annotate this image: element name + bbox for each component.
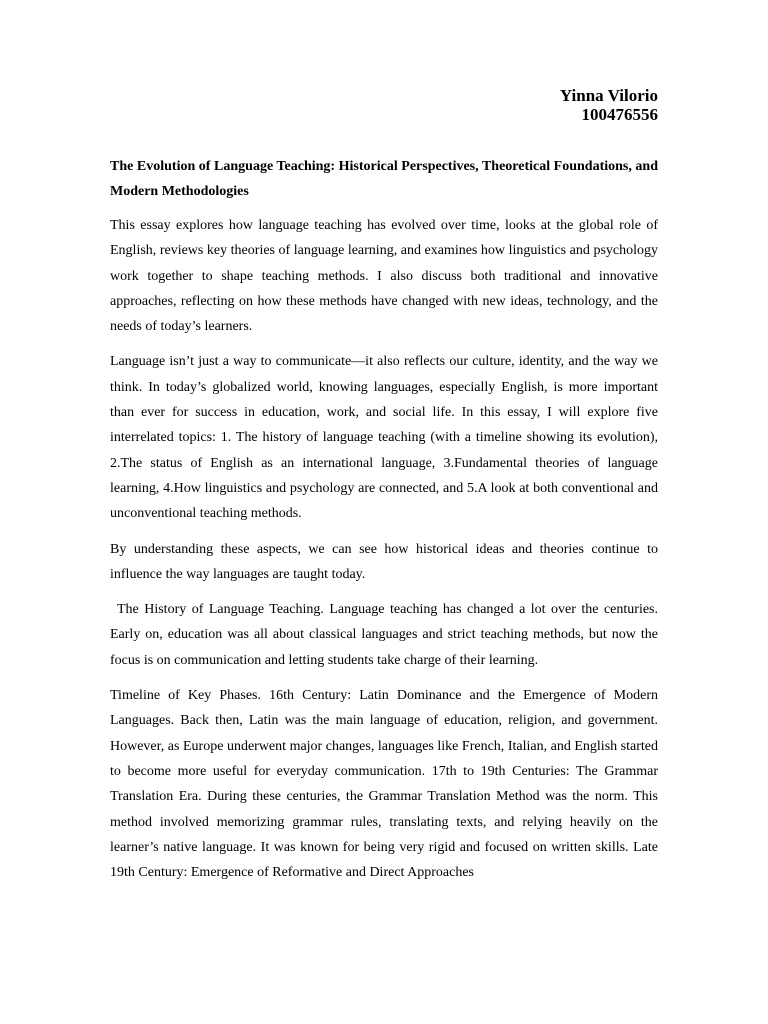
paragraph-timeline: Timeline of Key Phases. 16th Century: Latin Dominance and the Emergence of Modern Languages. Back then, Latin was the main language of education, religion, and government. However, as Europe underwent major changes, languages like French, Italian, and English started to become more useful for everyday communication. 17th to 19th Centuries: The Grammar Translation Era. During these centuries, the Grammar Translation Method was the norm. This method involved memorizing grammar rules, translating texts, and relying heavily on the learner’s native language. It was known for being very rigid and focused on written skills. Late 19th Century: Emergence of Reformative and Direct Approaches <box>110 688 658 881</box>
paragraph-understanding: By understanding these aspects, we can see how historical ideas and theories continue to influence the way languages are taught today. <box>110 541 658 582</box>
author-block <box>110 86 658 124</box>
essay-title: The Evolution of Language Teaching: Historical Perspectives, Theoretical Foundations, and Modern Methodologies <box>110 159 658 199</box>
student-id: 100476556 <box>581 105 658 124</box>
paragraph-abstract: This essay explores how language teaching has evolved over time, looks at the global role of English, reviews key theories of language learning, and examines how linguistics and psychology work together to shape teaching methods. I also discuss both traditional and innovative approaches, reflecting on how these methods have changed with new ideas, technology, and the needs of today’s learners. <box>110 218 658 335</box>
paragraph-history: The History of Language Teaching. Language teaching has changed a lot over the centuries. Early on, education was all about classical languages and strict teaching methods, but now the focus is on communication and letting students take charge of their learning. <box>110 602 658 668</box>
paragraph-introduction: Language isn’t just a way to communicate—it also reflects our culture, identity, and the way we think. In today’s globalized world, knowing languages, especially English, is more important than ever for success in education, work, and social life. In this essay, I will explore five interrelated topics: 1. The history of language teaching (with a timeline showing its evolution), 2.The status of English as an international language, 3.Fundamental theories of language learning, 4.How linguistics and psychology are connected, and 5.A look at both conventional and unconventional teaching methods. <box>110 354 658 522</box>
author-name: Yinna Vilorio <box>559 86 658 105</box>
document-body <box>110 86 658 885</box>
